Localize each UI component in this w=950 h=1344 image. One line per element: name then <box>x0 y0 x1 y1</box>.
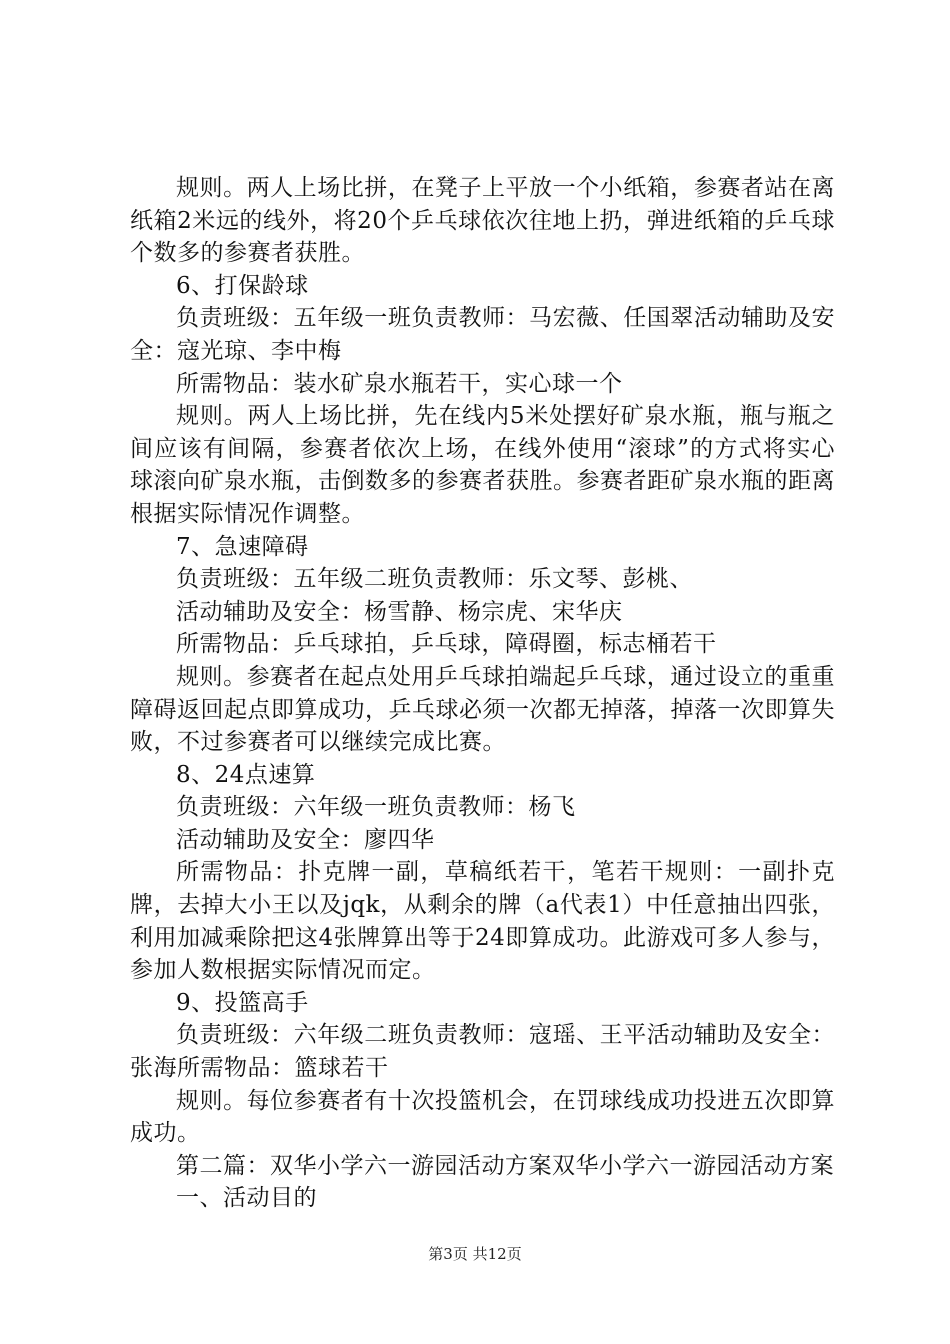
paragraph: 活动辅助及安全：廖四华 <box>176 826 435 853</box>
paragraph: 活动辅助及安全：杨雪静、杨宗虎、宋华庆 <box>176 598 623 625</box>
document-body <box>130 172 835 1215</box>
section-heading: 7、急速障碍 <box>176 533 309 560</box>
paragraph: 规则。两人上场比拼，在凳子上平放一个小纸箱，参赛者站在离纸箱2米远的线外，将20个乒乓球依次往地上扔，弹进纸箱的乒乓球个数多的参赛者获胜。 <box>130 175 835 267</box>
section-heading: 8、24点速算 <box>176 761 316 788</box>
paragraph: 所需物品：扑克牌一副，草稿纸若干，笔若干规则：一副扑克牌，去掉大小王以及jqk，从剩余的牌（a代表1）中任意抽出四张，利用加减乘除把这4张牌算出等于24即算成功。此游戏可多人参与，参加人数根据实际情况而定。 <box>130 859 835 984</box>
paragraph: 所需物品：装水矿泉水瓶若干，实心球一个 <box>176 370 623 397</box>
paragraph: 所需物品：乒乓球拍，乒乓球，障碍圈，标志桶若干 <box>176 631 717 658</box>
paragraph: 规则。每位参赛者有十次投篮机会，在罚球线成功投进五次即算成功。 <box>130 1087 835 1147</box>
paragraph: 负责班级：六年级二班负责教师：寇瑶、王平活动辅助及安全：张海所需物品：篮球若干 <box>130 1022 835 1082</box>
paragraph: 负责班级：六年级一班负责教师：杨飞 <box>176 794 576 821</box>
section-heading: 一、活动目的 <box>176 1185 317 1212</box>
paragraph: 规则。两人上场比拼，先在线内5米处摆好矿泉水瓶，瓶与瓶之间应该有间隔，参赛者依次上场，在线外使用“滚球”的方式将实心球滚向矿泉水瓶，击倒数多的参赛者获胜。参赛者距矿泉水瓶的距离根据实际情况作调整。 <box>130 403 835 527</box>
chapter-heading: 第二篇：双华小学六一游园活动方案双华小学六一游园活动方案 <box>176 1152 834 1179</box>
paragraph: 负责班级：五年级一班负责教师：马宏薇、任国翠活动辅助及安全：寇光琼、李中梅 <box>130 305 835 364</box>
section-heading: 9、投篮高手 <box>176 989 309 1016</box>
page-footer: 第3页 共12页 <box>428 1245 522 1263</box>
section-heading: 6、打保龄球 <box>176 272 309 299</box>
paragraph: 规则。参赛者在起点处用乒乓球拍端起乒乓球，通过设立的重重障碍返回起点即算成功，乒乓球必须一次都无掉落，掉落一次即算失败，不过参赛者可以继续完成比赛。 <box>130 663 835 756</box>
paragraph: 负责班级：五年级二班负责教师：乐文琴、彭桃、 <box>176 566 693 593</box>
